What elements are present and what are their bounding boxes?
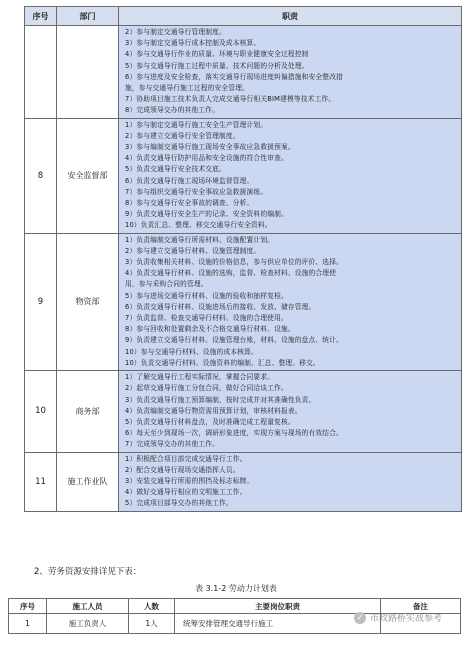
row-number: 10 xyxy=(25,371,57,452)
table-row xyxy=(25,233,462,370)
department-name: 商务部 xyxy=(57,371,119,452)
duty-item: 4）负责编制交通导行物资需用预算计划，审核材料报表。 xyxy=(125,406,302,415)
duty-item: 3）负责收集相关材料、设施的价格信息，参与供应单位的评价、选择。 xyxy=(125,258,343,267)
duty-item: 5）负责交通导行安全技术交底。 xyxy=(125,165,226,174)
duty-item: 5）参与交通导行施工过程中质量、技术问题的分析及处理。 xyxy=(125,61,309,70)
duty-item: 8）完成领导交办的其他工作。 xyxy=(125,106,219,115)
labor-header-cell: 序号 xyxy=(9,599,47,614)
duty-item: 10）参与交通导行材料、设施的成本核算。 xyxy=(125,347,258,356)
duty-item: 3）参与编制交通导行施工现场安全事故应急救援预案。 xyxy=(125,143,295,152)
department-name: 物资部 xyxy=(57,233,119,370)
duty-item: 1）了解交通导行工程实际情况，掌握合同要求。 xyxy=(125,373,275,382)
labor-cell: 统筹安排管理交通导行施工 xyxy=(175,614,381,634)
duty-item: 10）负责交通导行材料、设施资料的编制、汇总、整理、移交。 xyxy=(125,358,320,367)
row-number xyxy=(25,26,57,119)
duty-list xyxy=(119,371,462,452)
department-name: 安全监督部 xyxy=(57,118,119,233)
labor-header-cell: 主要岗位职责 xyxy=(175,599,381,614)
duty-item: 6）参与进度及安全检查，落实交通导行现场进度纠偏措施和安全整改措 xyxy=(125,72,343,81)
duty-item: 1）负责编制交通导行所需材料、设施配置计划。 xyxy=(125,235,275,244)
table-row xyxy=(25,371,462,452)
department-name: 施工作业队 xyxy=(57,452,119,511)
duty-item: 7）完成领导交办的其他工作。 xyxy=(125,440,219,449)
wechat-icon: ✓ xyxy=(354,612,366,624)
duty-list xyxy=(119,26,462,119)
watermark-text: 市政路桥实战参考 xyxy=(370,614,443,624)
duty-item: 5）完成项目部导交办的其他工作。 xyxy=(125,499,233,508)
duty-item: 6）每天至少到现场一次，调研形象进度，实现方案与现场的有效结合。 xyxy=(125,429,343,438)
duty-item: 3）安装交通导行所需的围挡及标志标牌。 xyxy=(125,476,254,485)
labor-cell: 1 xyxy=(9,614,47,634)
duty-item: 用，参与采购合同的管理。 xyxy=(125,280,208,289)
table-header-row xyxy=(25,7,462,26)
duty-item: 6）负责交通导行施工现场环境监督管理。 xyxy=(125,176,254,185)
table-title: 表 3.1-2 劳动力计划表 xyxy=(195,584,277,593)
duty-item: 2）起草交通导行施工分包合同，做好合同洽谈工作。 xyxy=(125,384,288,393)
duty-item: 4）负责交通导行防护用品和安全设施的符合性审查。 xyxy=(125,154,288,163)
duty-item: 8）参与回收和处置剩余及不合格交通导行材料、设施。 xyxy=(125,325,295,334)
duty-item: 6）负责交通导行材料、设施进场后的接收、发放、储存管理。 xyxy=(125,302,316,311)
duty-item: 4）做好交通导行相应的文明施工工作。 xyxy=(125,488,247,497)
labor-cell: 1人 xyxy=(129,614,175,634)
row-number: 11 xyxy=(25,452,57,511)
duty-item: 4）参与交通导行作业的质量、环境与职业健康安全过程控制 xyxy=(125,50,309,59)
row-number: 9 xyxy=(25,233,57,370)
duty-item: 7）参与组织交通导行安全事故应急救援演练。 xyxy=(125,187,268,196)
duty-item: 7）协助项目施工技术负责人完成交通导行相关BIM建模等技术工作。 xyxy=(125,95,336,104)
duty-item: 4）负责交通导行材料、设施的选购，监督、检查材料、设施的合理使 xyxy=(125,269,337,278)
table-row xyxy=(25,26,462,119)
duty-item: 9）负责建立交通导行材料、设施管理台账，材料、设施的盘点、统计。 xyxy=(125,336,343,345)
duty-item: 7）负责监督、检查交通导行材料、设施的合理使用。 xyxy=(125,314,288,323)
duty-item: 1）参与制定交通导行施工安全生产管理计划。 xyxy=(125,120,268,129)
table-body xyxy=(25,26,462,512)
header-no: 序号 xyxy=(25,7,57,26)
row-number: 8 xyxy=(25,118,57,233)
duty-item: 8）参与交通导行安全事故的调查、分析。 xyxy=(125,199,254,208)
duty-item: 2）参与建立交通导行材料、设施管理制度。 xyxy=(125,246,261,255)
department-name xyxy=(57,26,119,119)
duty-list xyxy=(119,452,462,511)
duty-item: 2）参与建立交通导行安全管理制度。 xyxy=(125,131,240,140)
labor-header-cell: 备注 xyxy=(381,599,461,614)
duty-item: 5）负责交通导行材料盘点，及时准确完成工程量复核。 xyxy=(125,417,295,426)
duty-item: 1）积极配合项目部完成交通导行工作。 xyxy=(125,454,247,463)
duty-item: 2）参与制定交通导行管理制度。 xyxy=(125,28,226,36)
watermark xyxy=(354,611,442,624)
header-duty: 职责 xyxy=(119,7,462,26)
duty-item: 3）负责交通导行施工预算编制，按时完成并对其准确性负责。 xyxy=(125,395,316,404)
labor-header-cell: 人数 xyxy=(129,599,175,614)
header-dept: 部门 xyxy=(57,7,119,26)
duty-item: 2）配合交通导行现场交通指挥人员。 xyxy=(125,465,240,474)
department-duty-table xyxy=(24,6,462,512)
duty-item: 3）参与制定交通导行成本控制及成本核算。 xyxy=(125,39,261,48)
duty-list xyxy=(119,233,462,370)
duty-item: 5）参与进场交通导行材料、设施的验收和抽样复检。 xyxy=(125,291,288,300)
section-caption: 2、劳务资源安排详见下表： xyxy=(34,567,142,577)
table-row xyxy=(25,452,462,511)
labor-cell: 施工负责人 xyxy=(47,614,129,634)
duty-item: 10）负责汇总、整理、移交交通导行安全资料。 xyxy=(125,221,272,230)
labor-header-cell: 施工人员 xyxy=(47,599,129,614)
duty-item: 9）负责交通导行安全生产的记录、安全资料的编制。 xyxy=(125,210,288,219)
duty-item: 施，参与交通导行施工过程的安全管理。 xyxy=(125,84,249,93)
table-row xyxy=(25,118,462,233)
duty-list xyxy=(119,118,462,233)
